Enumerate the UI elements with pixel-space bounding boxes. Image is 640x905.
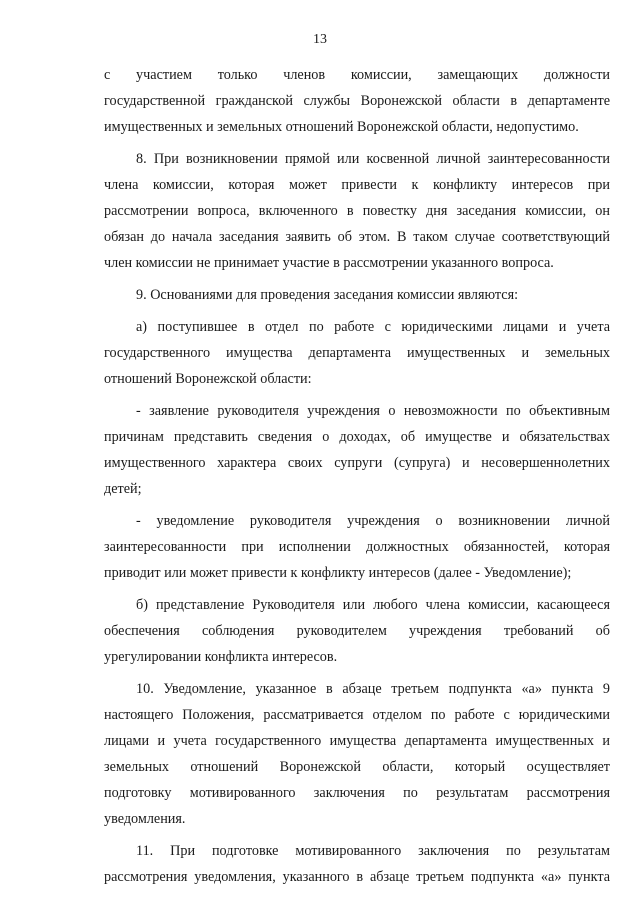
text-line: имущественного характера своих супруги (супруга) и несовершеннолетних bbox=[104, 455, 610, 471]
text-line: с участием только членов комиссии, замещающих должности bbox=[104, 67, 610, 83]
text-line: государственной гражданской службы Воронежской области в департаменте bbox=[104, 93, 610, 109]
paragraph-item-8 bbox=[104, 146, 610, 276]
text-line: а) поступившее в отдел по работе с юридическими лицами и учета bbox=[136, 319, 610, 335]
text-line: лицами и учета государственного имущества департамента имущественных и bbox=[104, 733, 610, 749]
paragraph-item-9b bbox=[104, 592, 610, 670]
text-line: члена комиссии, которая может привести к конфликту интересов при bbox=[104, 177, 610, 193]
text-line: урегулировании конфликта интересов. bbox=[104, 649, 338, 665]
text-line: - заявление руководителя учреждения о невозможности по объективным bbox=[136, 403, 610, 419]
text-line: имущественных и земельных отношений Воронежской области, недопустимо. bbox=[104, 119, 579, 135]
text-line: заинтересованности при исполнении должностных обязанностей, которая bbox=[104, 539, 610, 555]
text-line: 8. При возникновении прямой или косвенной личной заинтересованности bbox=[136, 151, 610, 167]
text-line: подготовку мотивированного заключения по результатам рассмотрения bbox=[104, 785, 610, 801]
text-line: рассмотрении вопроса, включенного в повестку дня заседания комиссии, он bbox=[104, 203, 610, 219]
text-line: настоящего Положения, рассматривается отделом по работе с юридическими bbox=[104, 707, 610, 723]
paragraph-item-9a bbox=[104, 314, 610, 392]
paragraph-item-9a-dash-2 bbox=[104, 508, 610, 586]
text-line: обеспечения соблюдения руководителем учреждения требований об bbox=[104, 623, 610, 639]
paragraph-item-9 bbox=[104, 282, 610, 308]
page-number: 13 bbox=[313, 32, 327, 47]
paragraph-item-11 bbox=[104, 838, 610, 890]
paragraph-item-10 bbox=[104, 676, 610, 832]
text-line: приводит или может привести к конфликту интересов (далее - Уведомление); bbox=[104, 565, 572, 581]
paragraph-item-9a-dash-1 bbox=[104, 398, 610, 502]
text-line: уведомления. bbox=[104, 811, 186, 827]
text-line: б) представление Руководителя или любого члена комиссии, касающееся bbox=[136, 597, 610, 613]
text-line: государственного имущества департамента имущественных и земельных bbox=[104, 345, 610, 361]
text-line: 9. Основаниями для проведения заседания комиссии являются: bbox=[136, 287, 519, 303]
text-line: причинам представить сведения о доходах, об имуществе и обязательствах bbox=[104, 429, 610, 445]
text-line: член комиссии не принимает участие в рассмотрении указанного вопроса. bbox=[104, 255, 554, 271]
text-line: - уведомление руководителя учреждения о возникновении личной bbox=[136, 513, 610, 529]
text-line: обязан до начала заседания заявить об этом. В таком случае соответствующий bbox=[104, 229, 610, 245]
text-line: детей; bbox=[104, 481, 142, 497]
text-line: земельных отношений Воронежской области, который осуществляет bbox=[104, 759, 610, 775]
document-body bbox=[104, 62, 610, 890]
text-line: 10. Уведомление, указанное в абзаце третьем подпункта «а» пункта 9 bbox=[136, 681, 610, 697]
text-line: рассмотрения уведомления, указанного в абзаце третьем подпункта «а» пункта bbox=[104, 869, 610, 885]
text-line: отношений Воронежской области: bbox=[104, 371, 312, 387]
text-line: 11. При подготовке мотивированного заключения по результатам bbox=[136, 843, 610, 859]
paragraph-continuation bbox=[104, 62, 610, 140]
